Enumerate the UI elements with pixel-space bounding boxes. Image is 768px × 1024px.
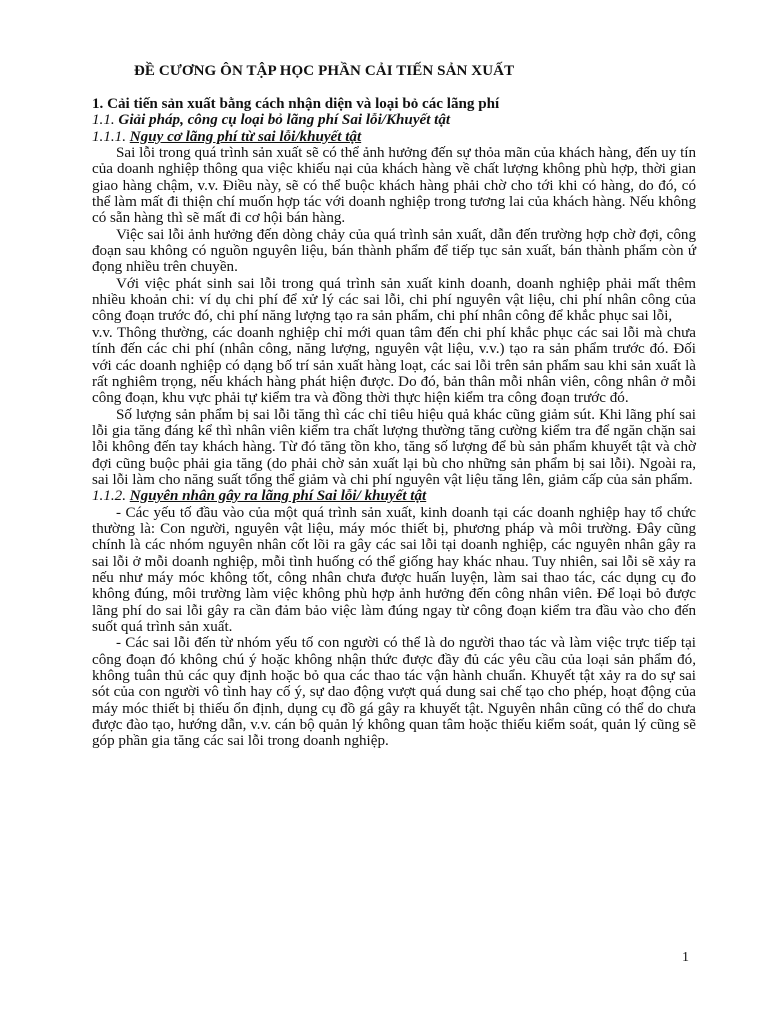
- heading-section-1-1-1: [92, 129, 696, 145]
- paragraph: Việc sai lỗi ảnh hưởng đến dòng chảy của quá trình sản xuất, dẫn đến trường hợp chờ đợi, công đoạn sau không có nguồn nguyên liệu, bán thành phẩm để tiếp tục sản xuất, bán thành phẩm còn ứ đọng nhiều trên chuyền.: [92, 226, 696, 276]
- heading-section-1-1: [92, 112, 696, 128]
- document-body: [92, 96, 696, 750]
- paragraph: Với việc phát sinh sai lỗi trong quá trình sản xuất kinh doanh, doanh nghiệp phải mất thêm nhiều khoản chi: ví dụ chi phí để xử lý các sai lỗi, chi phí nguyên vật liệu, chi phí nhân công của công đoạn trước đó, chi phí năng lượng tạo ra sản phẩm, chi phí nhân công để khắc phục sai lỗi,: [92, 275, 696, 325]
- document-title: ĐỀ CƯƠNG ÔN TẬP HỌC PHẦN CẢI TIẾN SẢN XUẤT: [134, 63, 515, 79]
- page-number: 1: [682, 950, 689, 965]
- heading-text: Nguy cơ lãng phí từ sai lỗi/khuyết tật: [129, 128, 362, 145]
- heading-number: 1.1.1.: [92, 128, 126, 145]
- paragraph: Số lượng sản phẩm bị sai lỗi tăng thì các chỉ tiêu hiệu quả khác cũng giảm sút. Khi lãng phí sai lỗi gia tăng đáng kể thì nhân viên kiểm tra chất lượng thường tăng cường kiểm tra để ngăn chặn sai lỗi không đến tay khách hàng. Từ đó tăng tồn kho, tăng số lượng để bù sản phẩm khuyết tật và chờ đợi cũng buộc phải gia tăng (do phải chờ sản xuất lại bù cho những sản phẩm bị sai lỗi). Ngoài ra, sai lỗi làm cho năng suất tổng thể giảm và chi phí nguyên vật liệu tăng lên, giảm cấp của sản phẩm.: [92, 406, 696, 488]
- paragraph: v.v. Thông thường, các doanh nghiệp chỉ mới quan tâm đến chi phí khắc phục các sai lỗi mà chưa tính đến các chi phí (nhân công, năng lượng, nguyên vật liệu, v.v.) tạo ra sản phẩm trước đó. Đối với các doanh nghiệp có dạng bố trí sản xuất hàng loạt, các sai lỗi trên sản phẩm sau khi sản xuất là rất nghiêm trọng, nếu khách hàng phát hiện được. Do đó, bản thân mỗi nhân viên, công nhân ở mỗi công đoạn, khu vực phải tự kiểm tra và đồng thời thực hiện kiểm tra công đoạn trước đó.: [92, 324, 696, 407]
- paragraph: - Các sai lỗi đến từ nhóm yếu tố con người có thể là do người thao tác và làm việc trực tiếp tại công đoạn đó không chú ý hoặc không nhận thức được đầy đủ các yêu cầu của loại sản phẩm đó, không tuân thủ các quy định hoặc bỏ qua các thao tác vận hành chuẩn. Khuyết tật xảy ra do sự sai sót của con người vô tình hay cố ý, sự dao động vượt quá dung sai chế tạo cho phép, hoạt động của máy móc thiết bị thiếu ổn định, dụng cụ đồ gá gây ra khuyết tật. Nguyên nhân cũng có thể do chưa được đào tạo, hướng dẫn, v.v. cán bộ quản lý không quan tâm hoặc thiếu kiểm soát, quản lý cũng sẽ góp phần gia tăng các sai lỗi trong doanh nghiệp.: [92, 635, 696, 750]
- heading-section-1-1-2: [92, 488, 696, 504]
- heading-number: 1.1.2.: [92, 488, 126, 505]
- paragraph: - Các yếu tố đầu vào của một quá trình sản xuất, kinh doanh tại các doanh nghiệp hay tổ chức thường là: Con người, nguyên vật liệu, máy móc thiết bị, phương pháp và môi trường. Đây cũng chính là các nhóm nguyên nhân cốt lõi ra gây các sai lỗi tại doanh nghiệp, các nguyên nhân gây ra sai lỗi ở mỗi doanh nghiệp, mỗi tình huống có thể giống hay khác nhau. Tuy nhiên, sai lỗi sẽ xảy ra nếu như máy móc không tốt, công nhân chưa được huấn luyện, làm sai thao tác, các dụng cụ đo không đúng, môi trường làm việc không phù hợp ảnh hưởng đến công nhân viên. Để loại bỏ được lãng phí do sai lỗi gây ra cần đảm bảo việc làm đúng ngay từ công đoạn kiểm tra đầu vào cho đến suốt quá trình sản xuất.: [92, 504, 696, 635]
- heading-text: Giải pháp, công cụ loại bỏ lãng phí Sai lỗi/Khuyết tật: [118, 112, 451, 129]
- heading-text: Nguyên nhân gây ra lãng phí Sai lỗi/ khuyết tật: [129, 488, 427, 505]
- paragraph: Sai lỗi trong quá trình sản xuất sẽ có thể ảnh hưởng đến sự thỏa mãn của khách hàng, đến uy tín của doanh nghiệp thông qua việc khiếu nại của khách hàng về chất lượng không phù hợp, thời gian giao hàng chậm, v.v. Điều này, sẽ có thể buộc khách hàng phải chờ cho tới khi có hàng, do đó, có thể làm mất đi thiện chí muốn hợp tác với doanh nghiệp trong tương lai của khách hàng. Nếu không có sẵn hàng thì sẽ mất đi cơ hội bán hàng.: [92, 145, 696, 227]
- heading-number: 1.1.: [92, 112, 115, 129]
- heading-section-1: 1. Cải tiến sản xuất bằng cách nhận diện và loại bỏ các lãng phí: [92, 96, 500, 112]
